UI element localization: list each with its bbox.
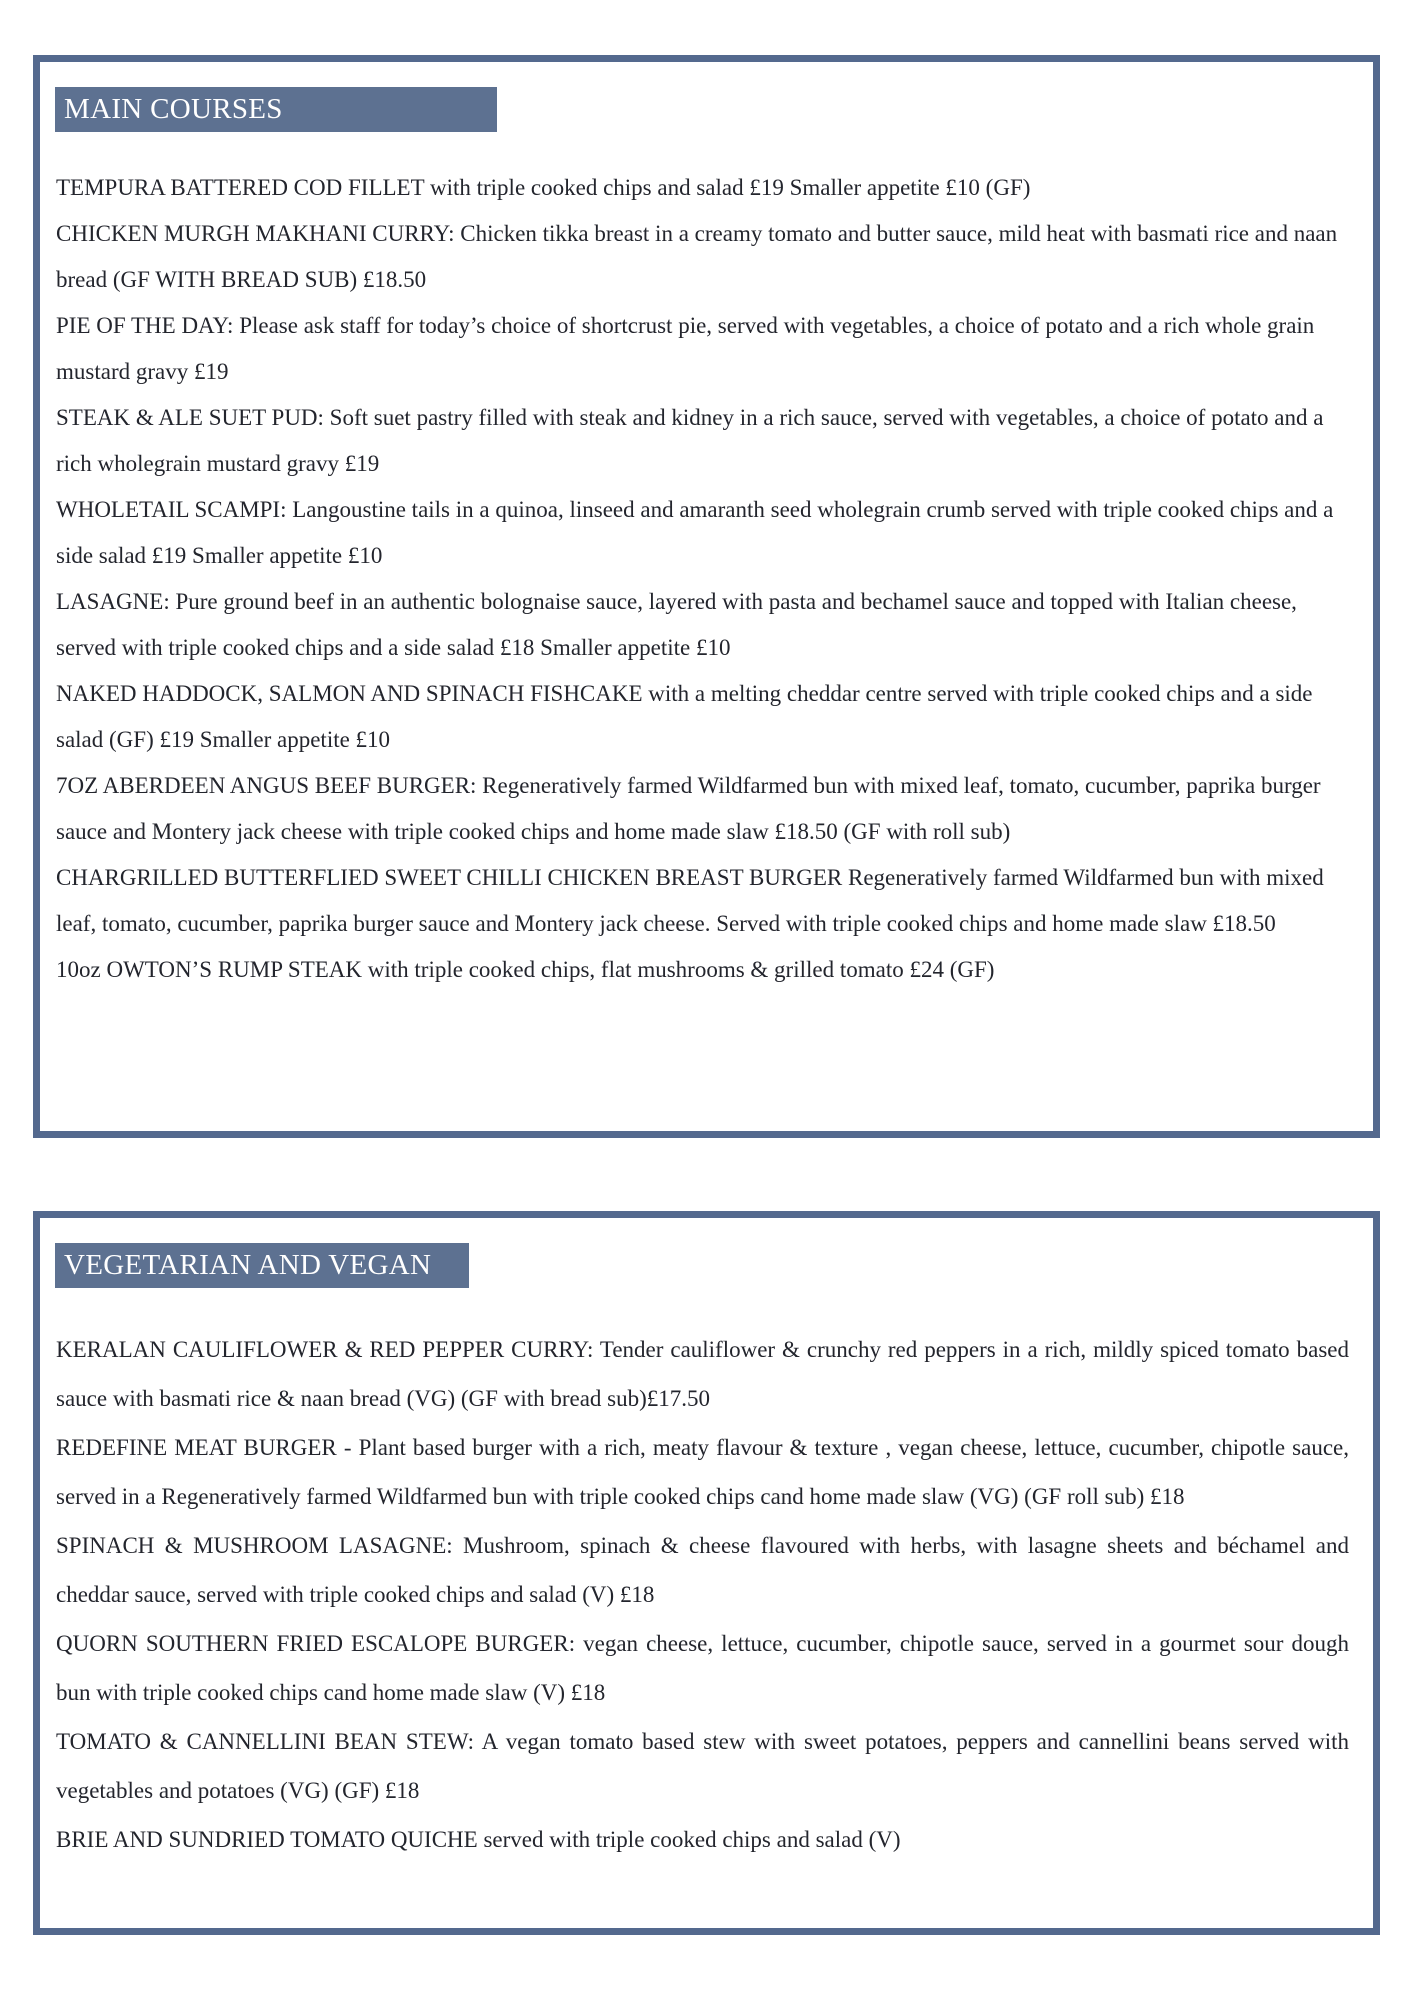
vegetarian-vegan-items	[56, 1325, 1349, 1864]
menu-item: PIE OF THE DAY: Please ask staff for today’s choice of shortcrust pie, served with vegetables, a choice of potato and a rich whole grain mustard gravy £19	[56, 313, 1315, 384]
vegetarian-vegan-header	[55, 1243, 469, 1288]
menu-item: STEAK & ALE SUET PUD: Soft suet pastry filled with steak and kidney in a rich sauce, served with vegetables, a choice of potato and a rich wholegrain mustard gravy £19	[56, 405, 1324, 476]
menu-item: 7OZ ABERDEEN ANGUS BEEF BURGER: Regeneratively farmed Wildfarmed bun with mixed leaf, tomato, cucumber, paprika burger sauce and Montery jack cheese with triple cooked chips and home made slaw £18.50 (GF with roll sub)	[56, 773, 1321, 844]
menu-item: WHOLETAIL SCAMPI: Langoustine tails in a quinoa, linseed and amaranth seed wholegrain crumb served with triple cooked chips and a side salad £19 Smaller appetite £10	[56, 497, 1334, 568]
main-courses-header	[55, 87, 497, 132]
menu-item: QUORN SOUTHERN FRIED ESCALOPE BURGER: vegan cheese, lettuce, cucumber, chipotle sauce, served in a gourmet sour dough bun with triple cooked chips cand home made slaw (V) £18	[56, 1631, 1349, 1705]
menu-item: TOMATO & CANNELLINI BEAN STEW: A vegan tomato based stew with sweet potatoes, peppers and cannellini beans served with vegetables and potatoes (VG) (GF) £18	[56, 1729, 1349, 1803]
menu-item: BRIE AND SUNDRIED TOMATO QUICHE served with triple cooked chips and salad (V)	[56, 1827, 901, 1852]
menu-item: CHICKEN MURGH MAKHANI CURRY: Chicken tikka breast in a creamy tomato and butter sauce, mild heat with basmati rice and naan bread (GF WITH BREAD SUB) £18.50	[56, 221, 1338, 292]
menu-item: SPINACH & MUSHROOM LASAGNE: Mushroom, spinach & cheese flavoured with herbs, with lasagne sheets and béchamel and cheddar sauce, served with triple cooked chips and salad (V) £18	[56, 1533, 1349, 1607]
menu-item: TEMPURA BATTERED COD FILLET with triple cooked chips and salad £19 Smaller appetite £10 (GF)	[56, 175, 1031, 200]
vegetarian-vegan-section	[33, 1211, 1380, 1935]
menu-item: CHARGRILLED BUTTERFLIED SWEET CHILLI CHICKEN BREAST BURGER Regeneratively farmed Wildfarmed bun with mixed leaf, tomato, cucumber, paprika burger sauce and Montery jack cheese. Served with triple cooked chips and home made slaw £18.50	[56, 865, 1324, 936]
main-courses-items	[56, 165, 1349, 993]
menu-item: NAKED HADDOCK, SALMON AND SPINACH FISHCAKE with a melting cheddar centre served with triple cooked chips and a side salad (GF) £19 Smaller appetite £10	[56, 681, 1313, 752]
menu-item: KERALAN CAULIFLOWER & RED PEPPER CURRY: Tender cauliflower & crunchy red peppers in a rich, mildly spiced tomato based sauce with basmati rice & naan bread (VG) (GF with bread sub)£17.50	[56, 1337, 1349, 1411]
menu-item: 10oz OWTON’S RUMP STEAK with triple cooked chips, flat mushrooms & grilled tomato £24 (GF)	[56, 957, 995, 982]
menu-item: LASAGNE: Pure ground beef in an authentic bolognaise sauce, layered with pasta and bechamel sauce and topped with Italian cheese, served with triple cooked chips and a side salad £18 Smaller appetite £10	[56, 589, 1297, 660]
menu-item: REDEFINE MEAT BURGER - Plant based burger with a rich, meaty flavour & texture , vegan cheese, lettuce, cucumber, chipotle sauce, served in a Regeneratively farmed Wildfarmed bun with triple cooked chips cand home made slaw (VG) (GF roll sub) £18	[56, 1435, 1349, 1509]
section-title: VEGETARIAN AND VEGAN	[64, 1249, 432, 1281]
section-title: MAIN COURSES	[64, 93, 283, 125]
main-courses-section	[33, 55, 1380, 1138]
